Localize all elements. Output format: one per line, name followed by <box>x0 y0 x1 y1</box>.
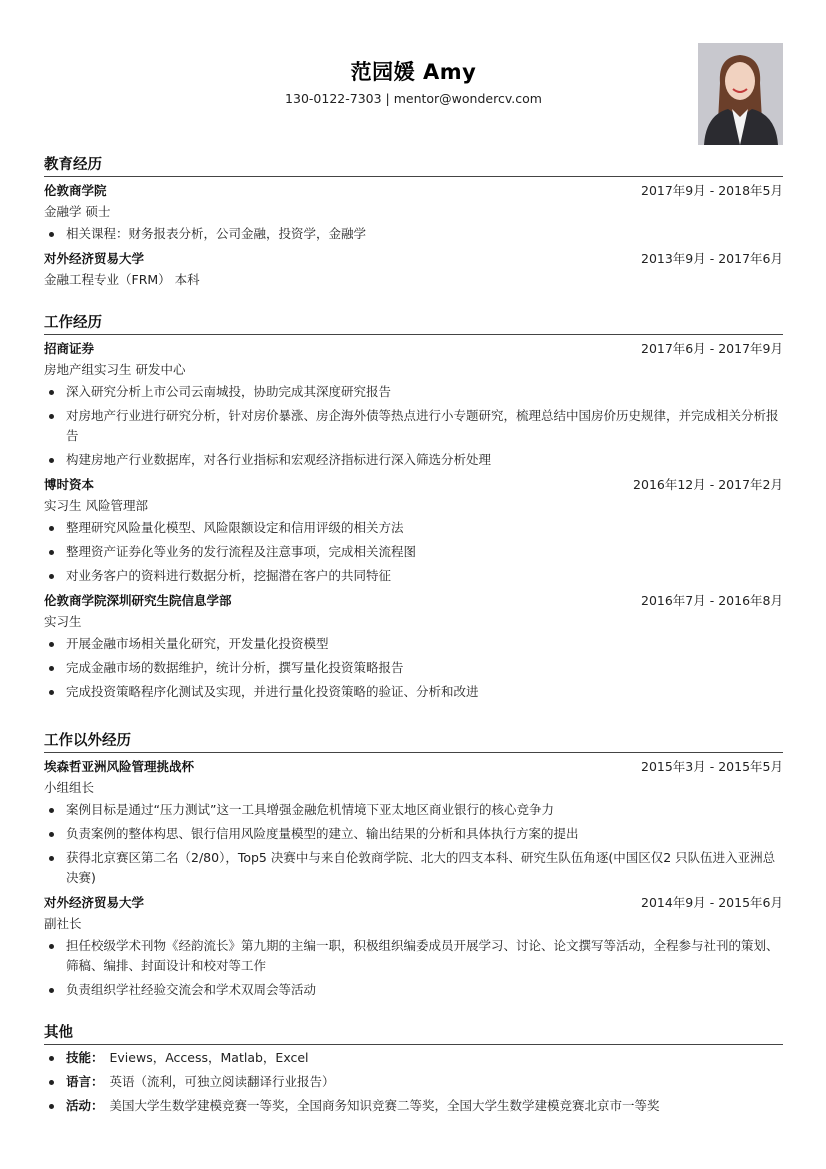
section-divider <box>44 752 783 753</box>
education-entry <box>44 180 783 244</box>
education-section <box>44 154 783 290</box>
section-divider <box>44 334 783 335</box>
item-text: 美国大学生数学建模竞赛一等奖，全国商务知识竞赛二等奖，全国大学生数学建模竞赛北京市一等奖 <box>109 1098 660 1113</box>
item-label: 技能： <box>66 1050 104 1065</box>
bullet-item: 开展金融市场相关量化研究，开发量化投资模型 <box>44 634 783 654</box>
activity-entry <box>44 756 783 888</box>
degree: 金融工程专业（FRM） 本科 <box>44 272 200 287</box>
job-title: 实习生 风险管理部 <box>44 498 148 513</box>
activities-item <box>44 1096 783 1116</box>
bullet-item: 获得北京赛区第二名（2/80），Top5 决赛中与来自伦敦商学院、北大的四支本科、研究生队伍角逐(中国区仅2 只队伍进入亚洲总决赛) <box>44 848 783 888</box>
activity-name: 埃森哲亚洲风险管理挑战杯 <box>44 759 195 774</box>
company-name: 博时资本 <box>44 477 95 492</box>
date-range: 2016年12月 - 2017年2月 <box>633 477 783 492</box>
bullet-item: 负责案例的整体构思、银行信用风险度量模型的建立、输出结果的分析和具体执行方案的提出 <box>44 824 783 844</box>
activity-role: 副社长 <box>44 916 82 931</box>
resume-page <box>44 0 783 1113</box>
job-title: 房地产组实习生 研发中心 <box>44 362 186 377</box>
company-name: 伦敦商学院深圳研究生院信息学部 <box>44 593 232 608</box>
portrait-photo <box>698 43 783 145</box>
date-range: 2016年7月 - 2016年8月 <box>641 593 783 608</box>
date-range: 2014年9月 - 2015年6月 <box>641 895 783 910</box>
item-text: Eviews，Access，Matlab，Excel <box>109 1050 309 1065</box>
degree: 金融学 硕士 <box>44 204 111 219</box>
education-entry <box>44 248 783 290</box>
school-name: 对外经济贸易大学 <box>44 251 145 266</box>
bullet-item: 完成金融市场的数据维护，统计分析，撰写量化投资策略报告 <box>44 658 783 678</box>
person-photo-icon <box>698 43 783 145</box>
job-title: 实习生 <box>44 614 82 629</box>
section-title-work: 工作经历 <box>44 315 102 331</box>
work-entry <box>44 590 783 702</box>
work-entry <box>44 338 783 470</box>
activity-entry <box>44 892 783 1000</box>
work-entry <box>44 474 783 586</box>
contact-info: 130-0122-7303 | mentor@wondercv.com <box>285 91 542 106</box>
bullet-item: 完成投资策略程序化测试及实现，并进行量化投资策略的验证、分析和改进 <box>44 682 783 702</box>
bullet-item: 相关课程：财务报表分析，公司金融，投资学，金融学 <box>44 224 783 244</box>
section-divider <box>44 176 783 177</box>
section-title-extracurricular: 工作以外经历 <box>44 733 131 749</box>
bullet-item: 对房地产行业进行研究分析，针对房价暴涨、房企海外债等热点进行小专题研究，梳理总结中国房价历史规律，并完成相关分析报告 <box>44 406 783 446</box>
extracurricular-section <box>44 730 783 1004</box>
item-label: 语言： <box>66 1074 104 1089</box>
company-name: 招商证券 <box>44 341 95 356</box>
candidate-name: 范园媛 Amy <box>350 60 477 84</box>
bullet-item: 整理资产证券化等业务的发行流程及注意事项，完成相关流程图 <box>44 542 783 562</box>
date-range: 2015年3月 - 2015年5月 <box>641 759 783 774</box>
section-title-education: 教育经历 <box>44 157 102 173</box>
bullet-item: 整理研究风险量化模型、风险限额设定和信用评级的相关方法 <box>44 518 783 538</box>
bullet-item: 负责组织学社经验交流会和学术双周会等活动 <box>44 980 783 1000</box>
language-item <box>44 1072 783 1092</box>
work-section <box>44 312 783 706</box>
item-text: 英语（流利，可独立阅读翻译行业报告） <box>109 1074 335 1089</box>
bullet-item: 案例目标是通过“压力测试”这一工具增强金融危机情境下亚太地区商业银行的核心竞争力 <box>44 800 783 820</box>
bullet-item: 构建房地产行业数据库，对各行业指标和宏观经济指标进行深入筛选分析处理 <box>44 450 783 470</box>
item-label: 活动： <box>66 1098 104 1113</box>
skills-item <box>44 1048 783 1068</box>
activity-role: 小组组长 <box>44 780 95 795</box>
bullet-item: 担任校级学术刊物《经韵流长》第九期的主编一职，积极组织编委成员开展学习、讨论、论文撰写等活动，全程参与社刊的策划、筛稿、编排、封面设计和校对等工作 <box>44 936 783 976</box>
date-range: 2017年9月 - 2018年5月 <box>641 183 783 198</box>
activity-name: 对外经济贸易大学 <box>44 895 145 910</box>
school-name: 伦敦商学院 <box>44 183 107 198</box>
date-range: 2017年6月 - 2017年9月 <box>641 341 783 356</box>
bullet-item: 对业务客户的资料进行数据分析，挖掘潜在客户的共同特征 <box>44 566 783 586</box>
other-section <box>44 1022 783 1120</box>
resume-header <box>44 0 783 150</box>
section-divider <box>44 1044 783 1045</box>
bullet-item: 深入研究分析上市公司云南城投，协助完成其深度研究报告 <box>44 382 783 402</box>
date-range: 2013年9月 - 2017年6月 <box>641 251 783 266</box>
section-title-other: 其他 <box>44 1025 73 1041</box>
